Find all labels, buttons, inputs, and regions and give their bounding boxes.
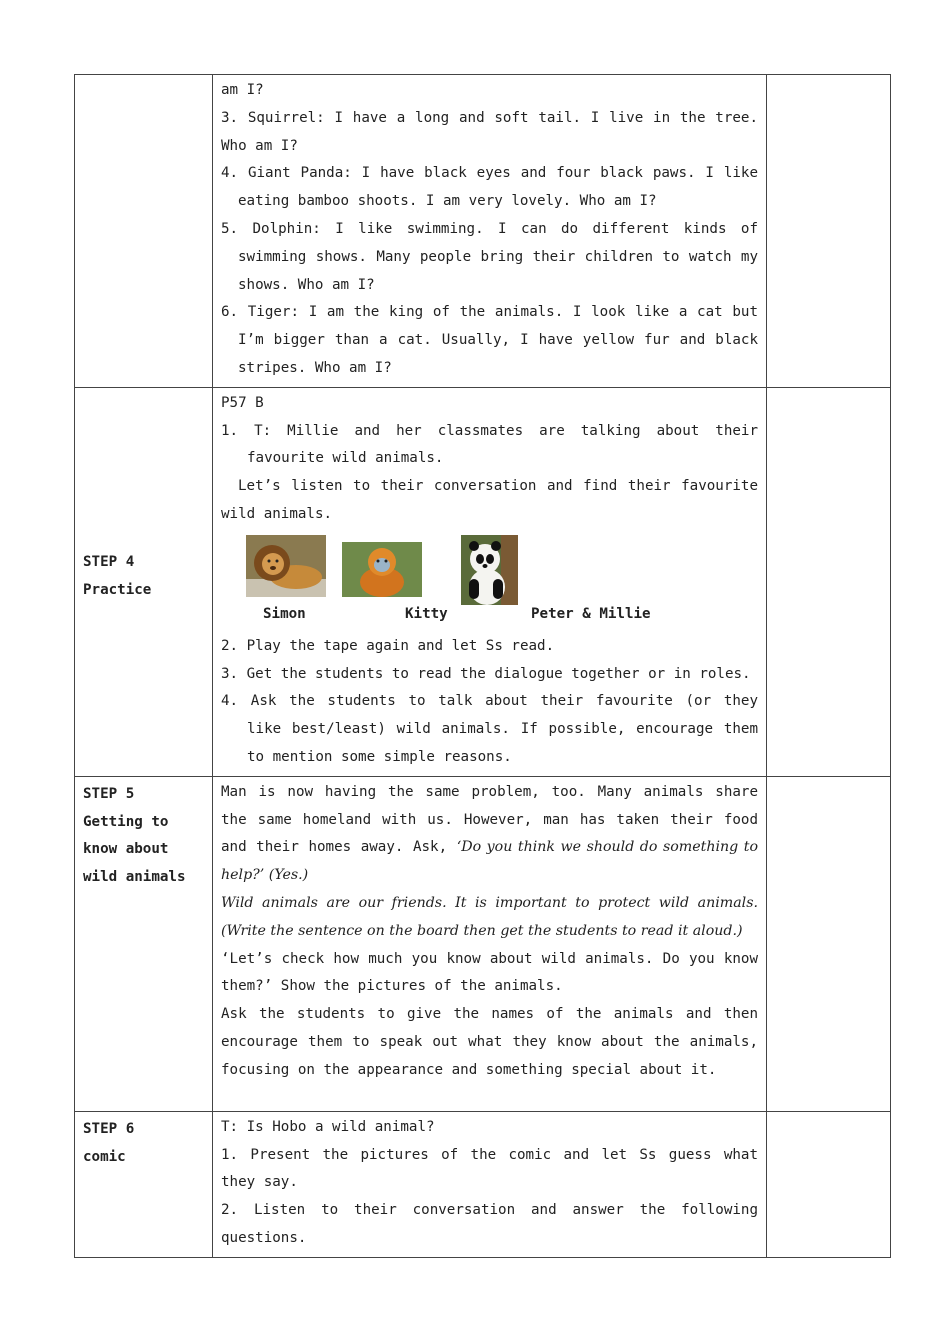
monkey-image — [342, 542, 422, 597]
step-subtitle: Practice — [83, 581, 152, 598]
text-line — [221, 779, 758, 890]
reference: P57 B — [221, 394, 264, 411]
procedure-cell — [213, 75, 767, 388]
panda-image — [461, 535, 518, 605]
text-line: 5. Dolphin: I like swimming. I can do different kinds of swimming shows. Many people bring their children to watch my shows. Who am I? — [221, 220, 758, 293]
text-line: Ask the students to give the names of the animals and then encourage them to speak out what they know about the animals, focusing on the appearance and something special about it. — [221, 1006, 758, 1078]
text-line: 2. Play the tape again and let Ss read. — [221, 637, 555, 654]
step-title: STEP 6 — [83, 1120, 135, 1137]
text-line: 4. Giant Panda: I have black eyes and four black paws. I like eating bamboo shoots. I am very lovely. Who am I? — [221, 165, 758, 210]
notes-cell — [767, 776, 891, 1111]
procedure-cell — [213, 387, 767, 776]
step-cell — [75, 387, 213, 776]
table-row — [75, 75, 891, 388]
step-subtitle: wild animals — [83, 869, 186, 886]
text-line: T: Is Hobo a wild animal? — [221, 1118, 435, 1135]
step-title: STEP 4 — [83, 553, 135, 570]
step-subtitle: comic — [83, 1148, 126, 1165]
text-line: 6. Tiger: I am the king of the animals. I look like a cat but I’m bigger than a cat. Usually, I have yellow fur and black stripes. Who am I? — [221, 304, 758, 376]
step-cell — [75, 1111, 213, 1257]
text-line: Wild animals are our friends. It is important to protect wild animals. (Write the sentence on the board then get the students to read it aloud.) — [221, 894, 758, 939]
text-line: 3. Squirrel: I have a long and soft tail. I live in the tree. Who am I? — [221, 109, 758, 154]
step-subtitle: know about — [83, 841, 169, 858]
italic-question: ‘Do you think we should do something to help?’ (Yes.) — [221, 839, 758, 884]
name-label: Peter & Millie — [531, 605, 651, 622]
text-line: 1. Present the pictures of the comic and let Ss guess what they say. — [221, 1146, 758, 1191]
step-subtitle: Getting to — [83, 813, 169, 830]
animal-name-labels — [221, 605, 758, 633]
table-row — [75, 387, 891, 776]
notes-cell — [767, 75, 891, 388]
lesson-plan-table — [74, 74, 891, 1258]
procedure-cell — [213, 776, 767, 1111]
step-cell — [75, 75, 213, 388]
step-cell — [75, 776, 213, 1111]
name-label: Kitty — [405, 605, 448, 622]
name-label: Simon — [263, 605, 306, 622]
table-row — [75, 1111, 891, 1257]
text-line: Let’s listen to their conversation and find their favourite wild animals. — [221, 478, 758, 522]
step-title: STEP 5 — [83, 785, 135, 802]
notes-cell — [767, 387, 891, 776]
table-row — [75, 776, 891, 1111]
text-line: 2. Listen to their conversation and answer the following questions. — [221, 1202, 758, 1246]
text-line: am I? — [221, 82, 264, 98]
text-line: 3. Get the students to read the dialogue together or in roles. — [221, 665, 751, 682]
text-line: 1. T: Millie and her classmates are talking about their favourite wild animals. — [221, 422, 758, 467]
notes-cell — [767, 1111, 891, 1257]
text-line: ‘Let’s check how much you know about wild animals. Do you know them?’ Show the pictures of the animals. — [221, 950, 758, 995]
lion-image — [246, 535, 326, 597]
procedure-cell — [213, 1111, 767, 1257]
text-span: Man is now having the same problem, too. Many animals share the same homeland with us. However, man has taken their food and their homes away. Ask, — [221, 783, 758, 856]
animal-pictures — [221, 529, 758, 611]
text-line: 4. Ask the students to talk about their favourite (or they like best/least) wild animals. If possible, encourage them to mention some simple reasons. — [221, 693, 758, 765]
